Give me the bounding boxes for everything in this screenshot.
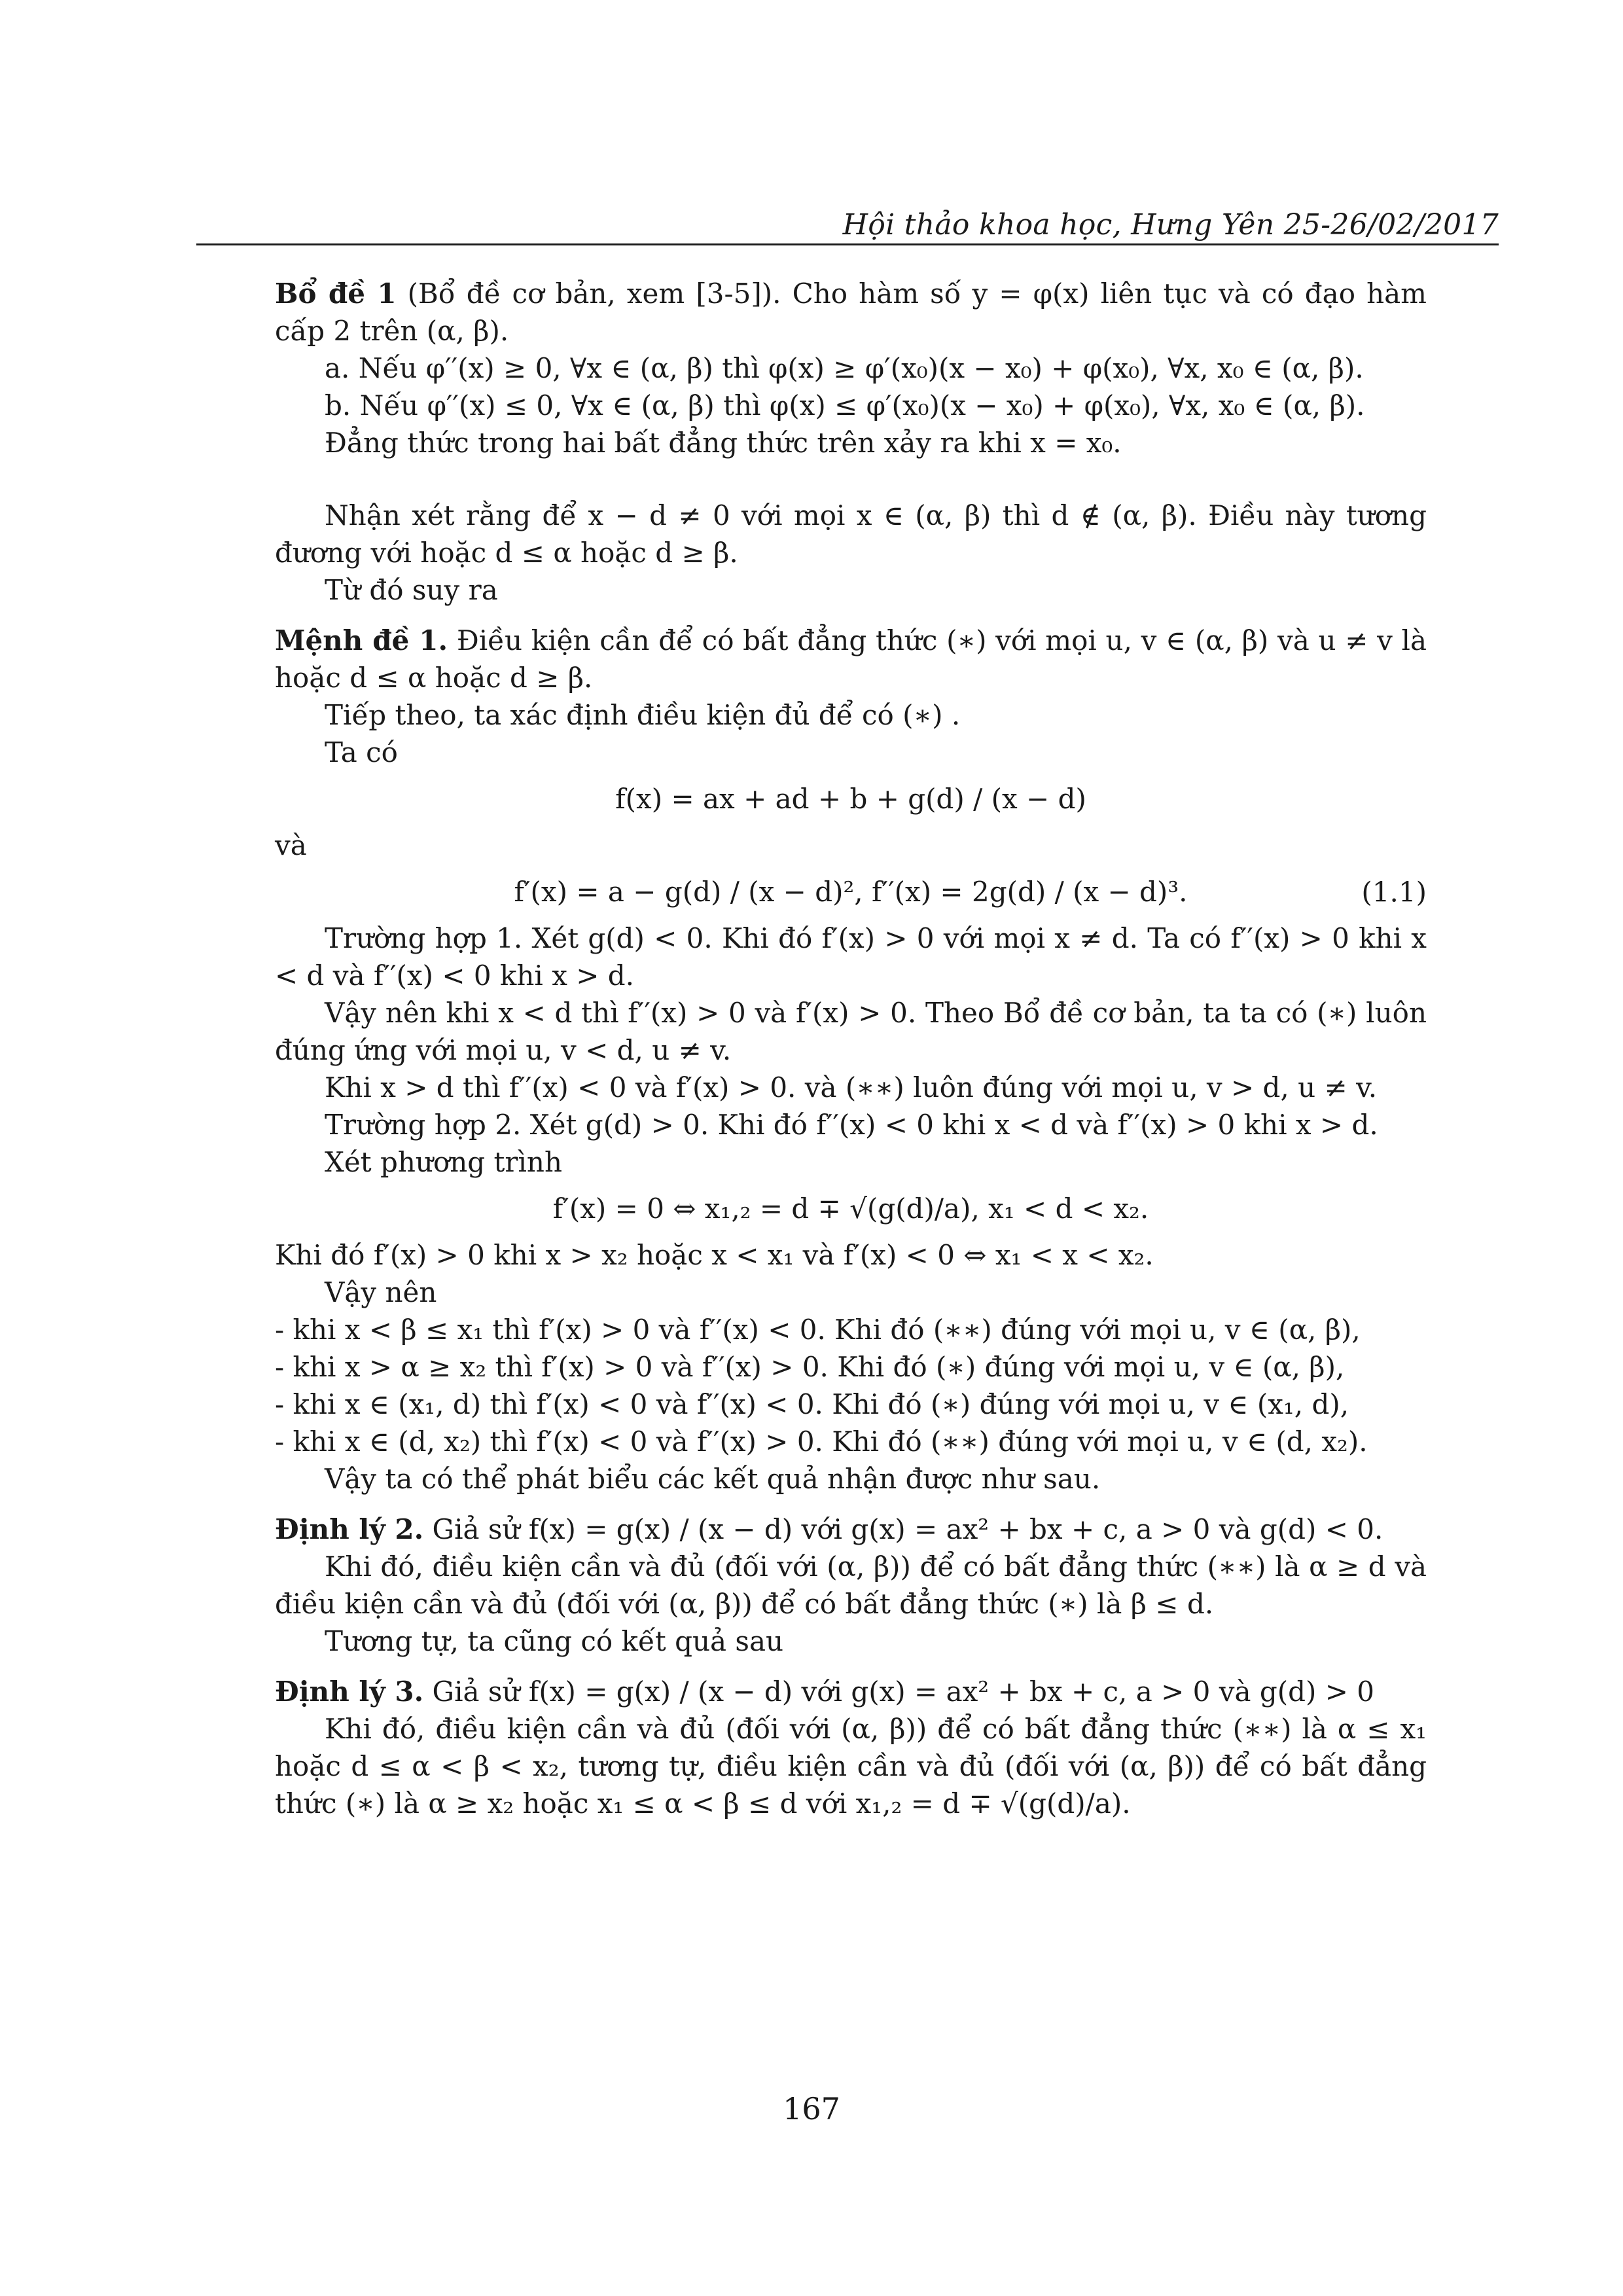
case2-paragraph-3: Khi đó f′(x) > 0 khi x > x₂ hoặc x < x₁ và f′(x) < 0 ⇔ x₁ < x < x₂. — [275, 1239, 1154, 1271]
case2-bullet: - khi x < β ≤ x₁ thì f′(x) > 0 và f′′(x) < 0. Khi đó (∗∗) đúng với mọi u, v ∈ (α, β), — [275, 1314, 1361, 1346]
case2-bullet: - khi x ∈ (d, x₂) thì f′(x) < 0 và f′′(x) > 0. Khi đó (∗∗) đúng với mọi u, v ∈ (d, x₂). — [275, 1426, 1368, 1458]
case2-so: Vậy nên — [325, 1276, 437, 1308]
proposition-label: Mệnh đề 1. — [275, 624, 448, 656]
theorem-2-statement: Giả sử f(x) = g(x) / (x − d) với g(x) = ax² + bx + c, a > 0 và g(d) < 0. — [423, 1513, 1383, 1545]
theorem-2 — [275, 1511, 1427, 1548]
proposition-text: Điều kiện cần để có bất đẳng thức (∗) với mọi u, v ∈ (α, β) và u ≠ v là hoặc d ≤ α hoặc d ≥ β. — [275, 624, 1427, 694]
page-number: 167 — [783, 2091, 840, 2126]
lemma-item-b: b. Nếu φ′′(x) ≤ 0, ∀x ∈ (α, β) thì φ(x) ≤ φ′(x₀)(x − x₀) + φ(x₀), ∀x, x₀ ∈ (α, β). — [325, 389, 1365, 422]
case2-paragraph-2: Xét phương trình — [325, 1146, 563, 1178]
theorem-3-label: Định lý 3. — [275, 1676, 424, 1708]
proposition-we-have: Ta có — [325, 736, 398, 768]
case2-paragraph-1: Trường hợp 2. Xét g(d) > 0. Khi đó f′′(x) < 0 khi x < d và f′′(x) > 0 khi x > d. — [325, 1109, 1378, 1141]
theorem-3 — [275, 1673, 1427, 1710]
lemma-equality: Đẳng thức trong hai bất đẳng thức trên xảy ra khi x = x₀. — [325, 427, 1122, 459]
lemma-label: Bổ đề 1 — [275, 278, 397, 310]
equation-derivatives-body: f′(x) = a − g(d) / (x − d)², f′′(x) = 2g(d) / (x − d)³. — [514, 876, 1188, 908]
equation-f: f(x) = ax + ad + b + g(d) / (x − d) — [615, 783, 1086, 815]
theorem-3-statement: Giả sử f(x) = g(x) / (x − d) với g(x) = ax² + bx + c, a > 0 và g(d) > 0 — [423, 1676, 1375, 1708]
equation-derivatives — [275, 873, 1427, 910]
lemma-1 — [275, 275, 1427, 350]
case2-bullet: - khi x > α ≥ x₂ thì f′(x) > 0 và f′′(x) > 0. Khi đó (∗) đúng với mọi u, v ∈ (α, β), — [275, 1351, 1345, 1383]
case2-bullet: - khi x ∈ (x₁, d) thì f′(x) < 0 và f′′(x) < 0. Khi đó (∗) đúng với mọi u, v ∈ (x₁, d), — [275, 1388, 1349, 1420]
theorem-2-label: Định lý 2. — [275, 1513, 424, 1545]
equation-roots: f′(x) = 0 ⇔ x₁,₂ = d ∓ √(g(d)/a), x₁ < d < x₂. — [552, 1193, 1149, 1225]
proposition-and: và — [275, 829, 307, 861]
remark-paragraph: Nhận xét rằng để x − d ≠ 0 với mọi x ∈ (α, β) thì d ∉ (α, β). Điều này tương đương với hoặc d ≤ α hoặc d ≥ β. — [275, 499, 1427, 569]
case1-paragraph-1: Trường hợp 1. Xét g(d) < 0. Khi đó f′(x) > 0 với mọi x ≠ d. Ta có f′′(x) > 0 khi x < d và f′′(x) < 0 khi x > d. — [275, 922, 1427, 992]
equation-number: (1.1) — [1361, 876, 1427, 908]
case1-paragraph-2: Vậy nên khi x < d thì f′′(x) > 0 và f′(x) > 0. Theo Bổ đề cơ bản, ta ta có (∗) luôn đúng ứng với mọi u, v < d, u ≠ v. — [275, 997, 1427, 1066]
lemma-item-a: a. Nếu φ′′(x) ≥ 0, ∀x ∈ (α, β) thì φ(x) ≥ φ′(x₀)(x − x₀) + φ(x₀), ∀x, x₀ ∈ (α, β). — [325, 352, 1364, 384]
proposition-1 — [275, 622, 1427, 696]
theorem-3-body: Khi đó, điều kiện cần và đủ (đối với (α, β)) để có bất đẳng thức (∗∗) là α ≤ x₁ hoặc d ≤ α < β < x₂, tương tự, điều kiện cần và đủ (đối với (α, β)) để có bất đẳng thức (∗) là α ≥ x₂ hoặc x₁ ≤ α < β ≤ d với x₁,₂ = d ∓ √(g(d)/a). — [275, 1713, 1427, 1820]
header-rule — [196, 243, 1499, 245]
case1-paragraph-3: Khi x > d thì f′′(x) < 0 và f′(x) > 0. và (∗∗) luôn đúng với mọi u, v > d, u ≠ v. — [325, 1071, 1378, 1103]
case2-conclusion: Vậy ta có thể phát biểu các kết quả nhận được như sau. — [325, 1463, 1101, 1495]
running-header: Hội thảo khoa học, Hưng Yên 25-26/02/2017 — [842, 208, 1499, 242]
proposition-next: Tiếp theo, ta xác định điều kiện đủ để có (∗) . — [325, 699, 961, 731]
theorem-2-similar: Tương tự, ta cũng có kết quả sau — [325, 1625, 784, 1657]
remark-hence: Từ đó suy ra — [325, 574, 498, 606]
main-content — [275, 275, 1427, 1822]
theorem-2-body: Khi đó, điều kiện cần và đủ (đối với (α, β)) để có bất đẳng thức (∗∗) là α ≥ d và điều kiện cần và đủ (đối với (α, β)) để có bất đẳng thức (∗) là β ≤ d. — [275, 1551, 1427, 1620]
lemma-intro: (Bổ đề cơ bản, xem [3-5]). Cho hàm số y = φ(x) liên tục và có đạo hàm cấp 2 trên (α, β). — [275, 278, 1427, 347]
